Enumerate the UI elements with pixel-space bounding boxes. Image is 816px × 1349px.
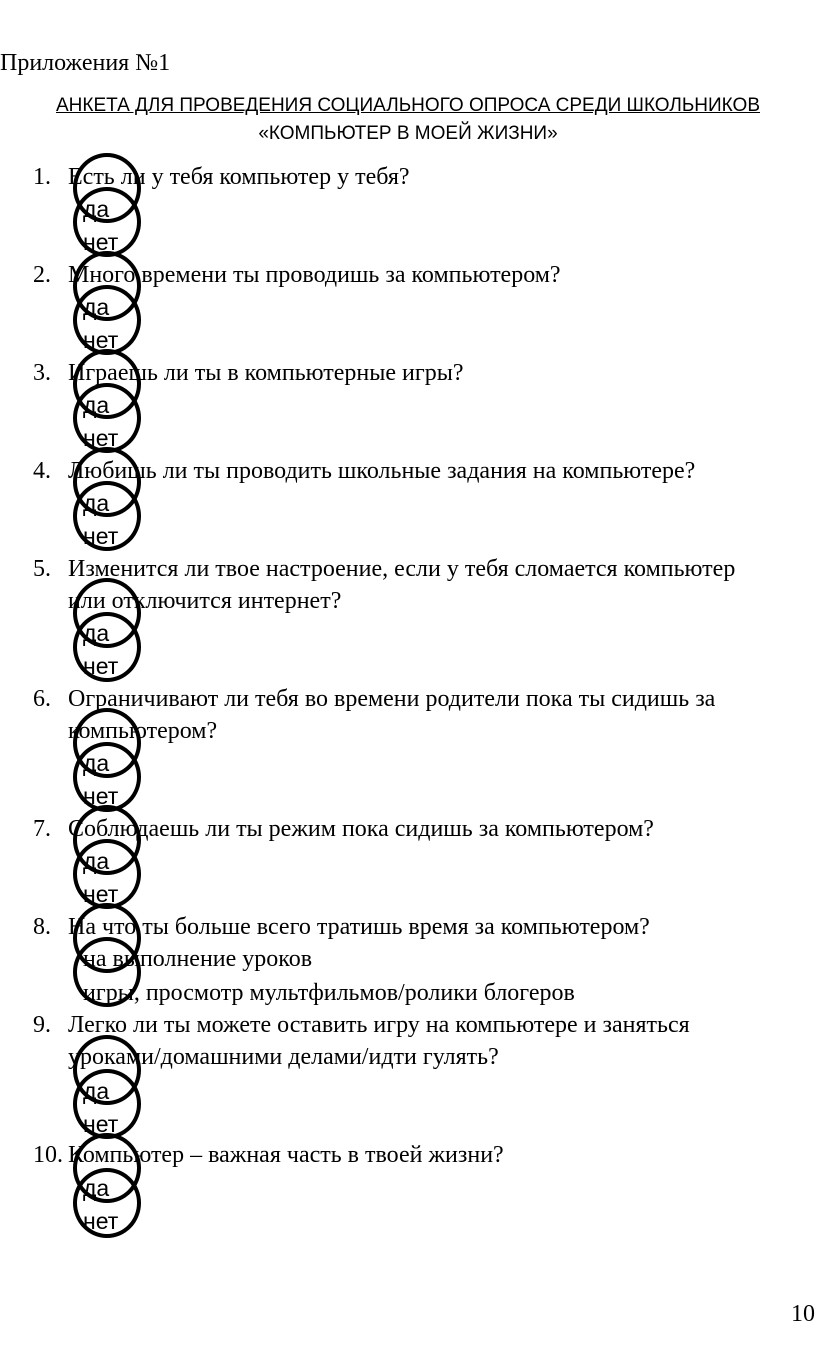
question-text: На что ты больше всего тратишь время за компьютером? bbox=[68, 914, 650, 940]
question-text-continued: уроками/домашними делами/идти гулять? bbox=[68, 1044, 499, 1070]
answer-option-no[interactable]: нет bbox=[83, 1208, 119, 1234]
question-number: 3. bbox=[33, 360, 51, 386]
answer-circle bbox=[73, 1069, 141, 1139]
answer-option-no[interactable]: нет bbox=[83, 327, 119, 353]
answer-option-yes[interactable]: да bbox=[83, 1175, 110, 1201]
question-text: Играешь ли ты в компьютерные игры? bbox=[68, 360, 464, 386]
survey-subtitle: «КОМПЬЮТЕР В МОЕЙ ЖИЗНИ» bbox=[258, 123, 558, 144]
answer-option-no[interactable]: нет bbox=[83, 523, 119, 549]
answer-option-no[interactable]: нет bbox=[83, 783, 119, 809]
answer-option-yes[interactable]: да bbox=[83, 620, 110, 646]
question-text: Изменится ли твое настроение, если у тебя сломается компьютер bbox=[68, 556, 736, 582]
answer-circle bbox=[73, 839, 141, 909]
answer-option-yes[interactable]: да bbox=[83, 490, 110, 516]
answer-option-no[interactable]: нет bbox=[83, 425, 119, 451]
survey-title: АНКЕТА ДЛЯ ПРОВЕДЕНИЯ СОЦИАЛЬНОГО ОПРОСА СРЕДИ ШКОЛЬНИКОВ bbox=[55, 95, 760, 116]
answer-circle bbox=[73, 612, 141, 682]
question-number: 4. bbox=[33, 458, 51, 484]
question-text: Есть ли у тебя компьютер у тебя? bbox=[68, 164, 410, 190]
answer-option-yes[interactable]: да bbox=[83, 750, 110, 776]
question-number: 10. bbox=[33, 1142, 63, 1168]
question-text-continued: или отключится интернет? bbox=[68, 588, 342, 614]
question-number: 1. bbox=[33, 164, 51, 190]
question-text: Ограничивают ли тебя во времени родители пока ты сидишь за bbox=[68, 686, 716, 712]
answer-option-yes[interactable]: да bbox=[83, 1078, 110, 1104]
question-number: 6. bbox=[33, 686, 51, 712]
answer-option-yes[interactable]: да bbox=[83, 294, 110, 320]
answer-circle bbox=[73, 187, 141, 257]
answer-option-games[interactable]: игры, просмотр мультфильмов/ролики блогеров bbox=[83, 980, 575, 1006]
answer-option-yes[interactable]: да bbox=[83, 392, 110, 418]
question-number: 7. bbox=[33, 816, 51, 842]
answer-circle bbox=[73, 383, 141, 453]
answer-option-no[interactable]: нет bbox=[83, 229, 119, 255]
question-text: Компьютер – важная часть в твоей жизни? bbox=[68, 1142, 504, 1168]
answer-option-yes[interactable]: да bbox=[83, 196, 110, 222]
question-number: 9. bbox=[33, 1012, 51, 1038]
answer-option-no[interactable]: нет bbox=[83, 1111, 119, 1137]
question-text: Много времени ты проводишь за компьютером? bbox=[68, 262, 561, 288]
question-number: 2. bbox=[33, 262, 51, 288]
page-number: 10 bbox=[791, 1301, 815, 1327]
answer-option-no[interactable]: нет bbox=[83, 653, 119, 679]
answer-option-homework[interactable]: на выполнение уроков bbox=[83, 946, 313, 972]
answer-circle bbox=[73, 1168, 141, 1238]
question-text: Любишь ли ты проводить школьные задания на компьютере? bbox=[68, 458, 696, 484]
answer-circle bbox=[73, 937, 141, 1007]
answer-option-no[interactable]: нет bbox=[83, 881, 119, 907]
answer-circle bbox=[73, 742, 141, 812]
answer-circle bbox=[73, 285, 141, 355]
question-number: 5. bbox=[33, 556, 51, 582]
answer-option-yes[interactable]: да bbox=[83, 848, 110, 874]
appendix-label: Приложения №1 bbox=[0, 50, 171, 76]
question-text: Соблюдаешь ли ты режим пока сидишь за компьютером? bbox=[68, 816, 654, 842]
question-text-continued: компьютером? bbox=[68, 718, 218, 744]
question-number: 8. bbox=[33, 914, 51, 940]
question-text: Легко ли ты можете оставить игру на компьютере и заняться bbox=[68, 1012, 690, 1038]
answer-circle bbox=[73, 481, 141, 551]
